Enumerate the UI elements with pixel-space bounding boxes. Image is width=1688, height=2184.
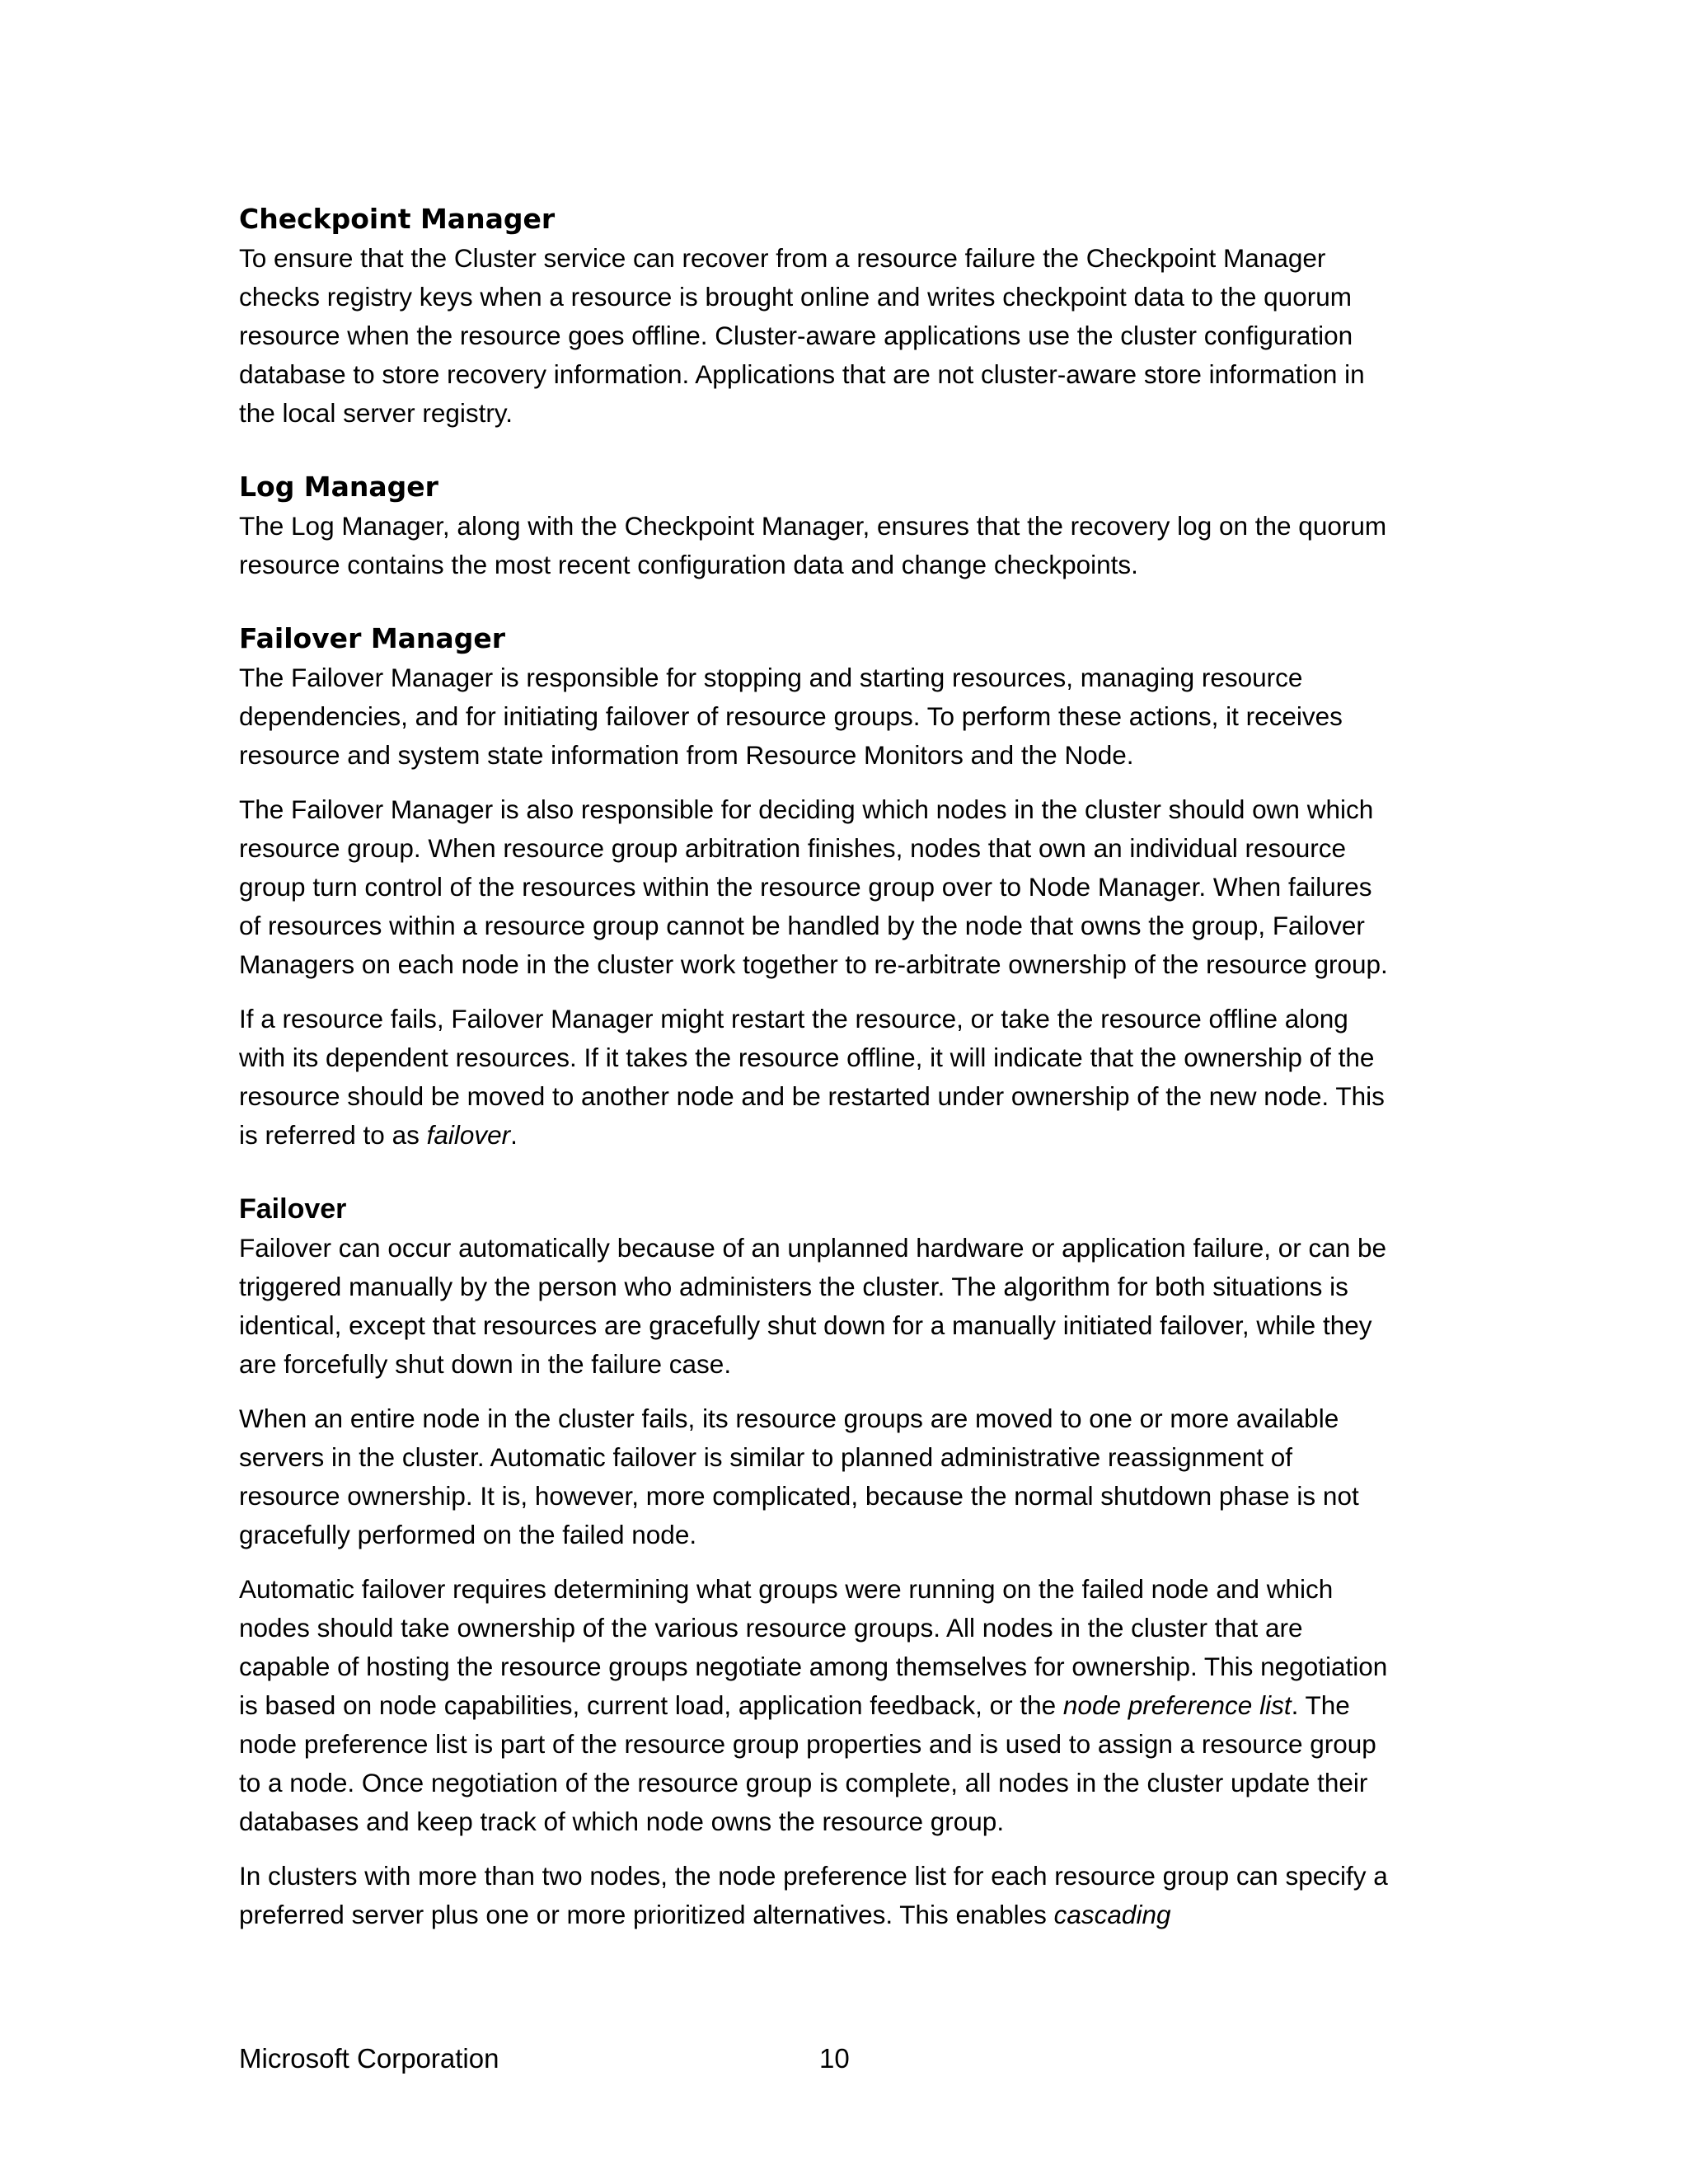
emphasis-cascading: cascading [1053, 1900, 1171, 1929]
text-run: . The node preference list is part of the resource group properties and is used to assign a resource group to a node. Once negotiation of the resource group is complete, all nodes in the cluster update their databases and keep track of which node owns the resource group. [239, 1690, 1376, 1836]
heading-failover-manager: Failover Manager [239, 622, 505, 654]
text-run: . [510, 1120, 518, 1150]
heading-failover: Failover [239, 1193, 347, 1225]
text-run: Automatic failover requires determining what groups were running on the failed node and which nodes should take ownership of the various resource groups. All nodes in the cluster that are capable of hosting the resource groups negotiate among themselves for ownership. This negotiation is based on node capabilities, current load, application feedback, or the [239, 1574, 1388, 1720]
paragraph-checkpoint-1: To ensure that the Cluster service can recover from a resource failure the Checkpoint Manager checks registry keys when a resource is brought online and writes checkpoint data to the quorum resource when the resource goes offline. Cluster-aware applications use the cluster configuration database to store recovery information. Applications that are not cluster-aware store information in the local server registry. [239, 243, 1365, 428]
paragraph-failover-manager-2: The Failover Manager is also responsible for deciding which nodes in the cluster should own which resource group. When resource group arbitration finishes, nodes that own an individual resource group turn control of the resources within the resource group over to Node Manager. When failures of resources within a resource group cannot be handled by the node that owns the group, Failover Managers on each node in the cluster work together to re-arbitrate ownership of the resource group. [239, 794, 1388, 979]
document-body [239, 201, 1393, 1934]
text-run: In clusters with more than two nodes, the node preference list for each resource group can specify a preferred server plus one or more prioritized alternatives. This enables [239, 1861, 1388, 1929]
heading-checkpoint-manager: Checkpoint Manager [239, 203, 556, 235]
paragraph-failover-3 [239, 1570, 1393, 1841]
footer-company: Microsoft Corporation [239, 2043, 499, 2074]
paragraph-failover-4 [239, 1857, 1393, 1934]
paragraph-failover-manager-3 [239, 1000, 1393, 1155]
paragraph-log-1: The Log Manager, along with the Checkpoint Manager, ensures that the recovery log on the quorum resource contains the most recent configuration data and change checkpoints. [239, 511, 1387, 579]
heading-log-manager: Log Manager [239, 471, 438, 503]
paragraph-failover-1: Failover can occur automatically because of an unplanned hardware or application failure, or can be triggered manually by the person who administers the cluster. The algorithm for both situations is identical, except that resources are gracefully shut down for a manually initiated failover, while they are forcefully shut down in the failure case. [239, 1233, 1387, 1379]
text-run: If a resource fails, Failover Manager might restart the resource, or take the resource offline along with its dependent resources. If it takes the resource offline, it will indicate that the ownership of the resource should be moved to another node and be restarted under ownership of the new node. This is referred to as [239, 1004, 1385, 1150]
footer-page-number: 10 [819, 2043, 850, 2074]
paragraph-failover-manager-1: The Failover Manager is responsible for stopping and starting resources, managing resource dependencies, and for initiating failover of resource groups. To perform these actions, it receives resource and system state information from Resource Monitors and the Node. [239, 663, 1343, 770]
emphasis-node-preference-list: node preference list [1062, 1690, 1292, 1720]
paragraph-failover-2: When an entire node in the cluster fails, its resource groups are moved to one or more available servers in the cluster. Automatic failover is similar to planned administrative reassignment of resource ownership. It is, however, more complicated, because the normal shutdown phase is not gracefully performed on the failed node. [239, 1404, 1359, 1549]
emphasis-failover: failover [426, 1120, 511, 1150]
